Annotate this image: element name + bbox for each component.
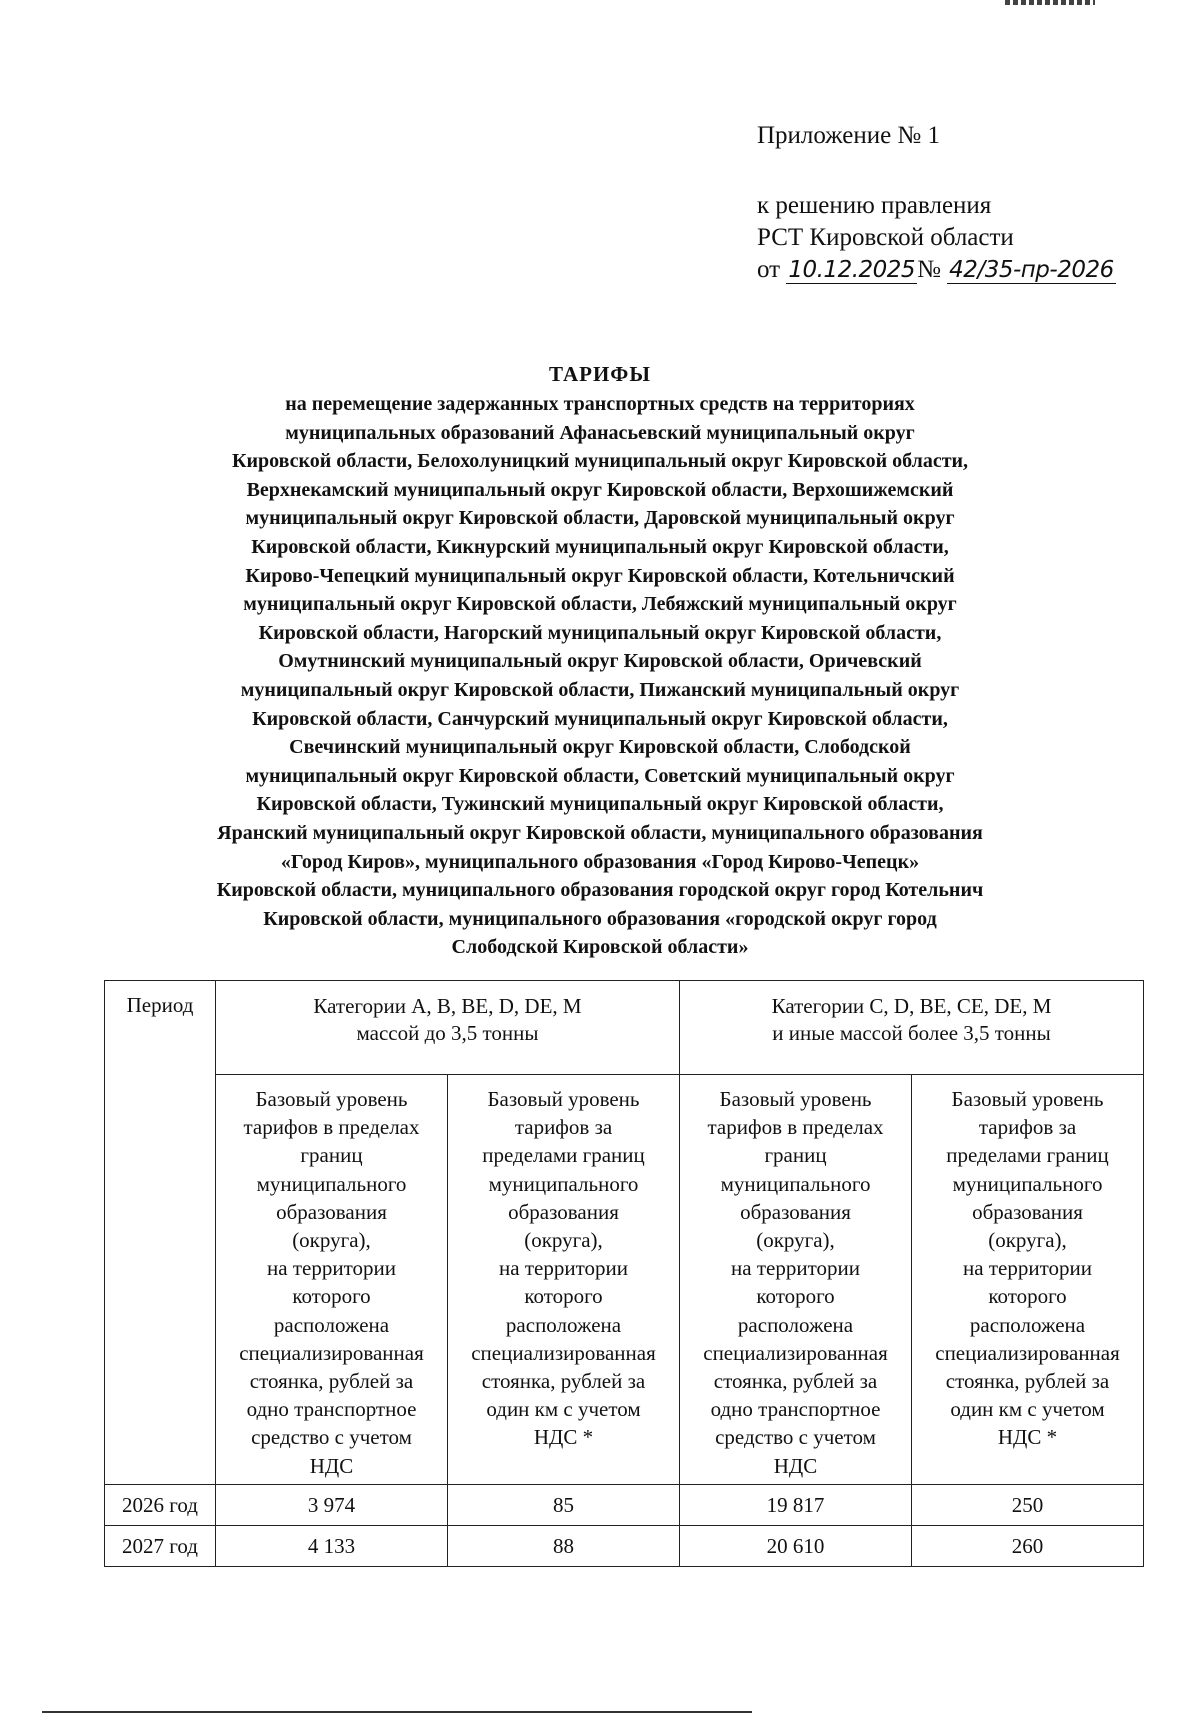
subheader-line: муниципального <box>952 1171 1103 1196</box>
row-value: 88 <box>448 1525 680 1566</box>
appendix-date-prefix: от <box>757 256 781 283</box>
subheader-line: один км с учетом <box>486 1397 641 1422</box>
subheader-line: тарифов в пределах <box>243 1115 420 1140</box>
subheader-cell <box>448 1075 680 1485</box>
subheader-line: образования <box>972 1199 1083 1224</box>
subheader-line: муниципального <box>720 1171 871 1196</box>
subheader-line: Базовый уровень <box>255 1087 408 1111</box>
heading-subtitle <box>100 390 1100 962</box>
appendix-block <box>757 120 1116 286</box>
row-period: 2027 год <box>105 1525 216 1566</box>
header-period: Период <box>105 981 216 1485</box>
subheader-line: которого <box>756 1284 835 1309</box>
document-heading <box>100 360 1100 962</box>
subheader-line: образования <box>276 1199 387 1224</box>
heading-line: муниципальных образований Афанасьевский муниципальный округ <box>285 421 915 444</box>
scan-mark <box>1005 0 1095 5</box>
subheader-line: НДС * <box>997 1425 1058 1450</box>
subheader-line: на территории <box>731 1256 860 1281</box>
subheader-line: расположена <box>273 1312 390 1337</box>
subheader-line: Базовый уровень <box>719 1087 872 1111</box>
subheader-line: границ <box>300 1143 363 1168</box>
subheader-line: один км с учетом <box>950 1397 1105 1422</box>
subheader-line: стоянка, рублей за <box>713 1369 878 1394</box>
row-value: 4 133 <box>216 1525 448 1566</box>
subheader-line: на территории <box>267 1256 396 1281</box>
header-group-heavy <box>680 981 1144 1075</box>
subheader-line: границ <box>764 1143 827 1168</box>
heading-line: на перемещение задержанных транспортных средств на территориях <box>285 393 915 415</box>
subheader-line: НДС * <box>533 1425 594 1450</box>
heading-line: Кировской области, Тужинский муниципальный округ Кировской области, <box>256 793 944 816</box>
heading-line: Яранский муниципальный округ Кировской области, муниципального образования <box>217 821 983 844</box>
subheader-line: специализированная <box>239 1340 424 1365</box>
appendix-number-sign: № <box>917 256 941 283</box>
subheader-cell <box>680 1075 912 1485</box>
subheader-line: (округа), <box>292 1228 371 1253</box>
heading-line: Кировской области, Кикнурский муниципальный округ Кировской области, <box>251 535 949 558</box>
header-group-heavy-line1: Категории C, D, BE, CE, DE, M <box>771 994 1052 1018</box>
heading-line: Кировской области, Санчурский муниципальный округ Кировской области, <box>252 707 948 730</box>
heading-line: Омутнинский муниципальный округ Кировской области, Оричевский <box>278 650 922 673</box>
subheader-line: стоянка, рублей за <box>481 1369 646 1394</box>
subheader-line: специализированная <box>471 1340 656 1365</box>
subheader-line: пределами границ <box>482 1143 645 1168</box>
subheader-line: средство с учетом <box>715 1425 876 1450</box>
heading-line: муниципальный округ Кировской области, Лебяжский муниципальный округ <box>243 593 957 616</box>
subheader-line: муниципального <box>488 1171 639 1196</box>
heading-line: Свечинский муниципальный округ Кировской области, Слободской <box>289 736 911 759</box>
appendix-title: Приложение № 1 <box>757 122 941 149</box>
row-value: 250 <box>912 1484 1144 1525</box>
tariffs-table <box>104 980 1144 1567</box>
heading-line: Слободской Кировской области» <box>451 936 749 959</box>
appendix-line-2: РСТ Кировской области <box>757 224 1014 251</box>
subheader-line: стоянка, рублей за <box>249 1369 414 1394</box>
subheader-line: образования <box>740 1199 851 1224</box>
subheader-line: тарифов за <box>514 1115 613 1140</box>
appendix-line-3 <box>757 254 1116 286</box>
subheader-line: специализированная <box>703 1340 888 1365</box>
header-group-light-line1: Категории A, B, BE, D, DE, M <box>313 994 582 1018</box>
subheader-line: которого <box>292 1284 371 1309</box>
heading-line: муниципальный округ Кировской области, Пижанский муниципальный округ <box>240 678 960 701</box>
heading-line: Кировской области, муниципального образования «городской округ город <box>263 907 937 930</box>
row-value: 19 817 <box>680 1484 912 1525</box>
subheader-cell <box>912 1075 1144 1485</box>
subheader-line: расположена <box>737 1312 854 1337</box>
row-value: 85 <box>448 1484 680 1525</box>
subheader-line: расположена <box>969 1312 1086 1337</box>
subheader-line: образования <box>508 1199 619 1224</box>
heading-line: «Город Киров», муниципального образования «Город Кирово-Чепецк» <box>280 850 920 873</box>
subheader-line: средство с учетом <box>251 1425 412 1450</box>
subheader-line: которого <box>524 1284 603 1309</box>
subheader-line: (округа), <box>988 1228 1067 1253</box>
row-period: 2026 год <box>105 1484 216 1525</box>
heading-line: Верхнекамский муниципальный округ Кировской области, Верхошижемский <box>246 478 954 501</box>
subheader-line: тарифов за <box>978 1115 1077 1140</box>
table-row <box>105 1484 1144 1525</box>
subheader-line: Базовый уровень <box>487 1087 640 1111</box>
subheader-line: на территории <box>963 1256 1092 1281</box>
heading-line: Кировской области, Нагорский муниципальный округ Кировской области, <box>258 621 942 644</box>
header-group-heavy-line2: и иные массой более 3,5 тонны <box>772 1021 1051 1045</box>
table-header-row <box>105 981 1144 1075</box>
header-group-light-line2: массой до 3,5 тонны <box>356 1021 539 1045</box>
subheader-line: муниципального <box>256 1171 407 1196</box>
heading-line: Кировской области, Белохолуницкий муниципальный округ Кировской области, <box>231 450 969 473</box>
heading-line: Кировской области, муниципального образования городской округ город Котельнич <box>216 879 984 902</box>
heading-line: муниципальный округ Кировской области, Советский муниципальный округ <box>245 764 955 787</box>
subheader-line: специализированная <box>935 1340 1120 1365</box>
row-value: 3 974 <box>216 1484 448 1525</box>
appendix-line-1: к решению правления <box>757 192 992 219</box>
subheader-line: Базовый уровень <box>951 1087 1104 1111</box>
subheader-line: пределами границ <box>946 1143 1109 1168</box>
subheader-line: (округа), <box>756 1228 835 1253</box>
appendix-number: 42/35-пр-2026 <box>949 257 1114 283</box>
subheader-line: расположена <box>505 1312 622 1337</box>
footer-rule <box>42 1711 752 1713</box>
table-subheader-row <box>105 1075 1144 1485</box>
subheader-line: на территории <box>499 1256 628 1281</box>
subheader-line: НДС <box>773 1453 818 1478</box>
header-group-light <box>216 981 680 1075</box>
subheader-line: одно транспортное <box>246 1397 417 1422</box>
heading-line: муниципальный округ Кировской области, Даровской муниципальный округ <box>245 507 955 530</box>
appendix-date: 10.12.2025 <box>788 257 916 283</box>
heading-line: Кирово-Чепецкий муниципальный округ Кировской области, Котельничский <box>245 564 955 587</box>
row-value: 20 610 <box>680 1525 912 1566</box>
subheader-line: НДС <box>309 1453 354 1478</box>
table-row <box>105 1525 1144 1566</box>
heading-title: ТАРИФЫ <box>549 362 651 386</box>
subheader-cell <box>216 1075 448 1485</box>
subheader-line: стоянка, рублей за <box>945 1369 1110 1394</box>
subheader-line: одно транспортное <box>710 1397 881 1422</box>
row-value: 260 <box>912 1525 1144 1566</box>
subheader-line: которого <box>988 1284 1067 1309</box>
subheader-line: тарифов в пределах <box>707 1115 884 1140</box>
subheader-line: (округа), <box>524 1228 603 1253</box>
